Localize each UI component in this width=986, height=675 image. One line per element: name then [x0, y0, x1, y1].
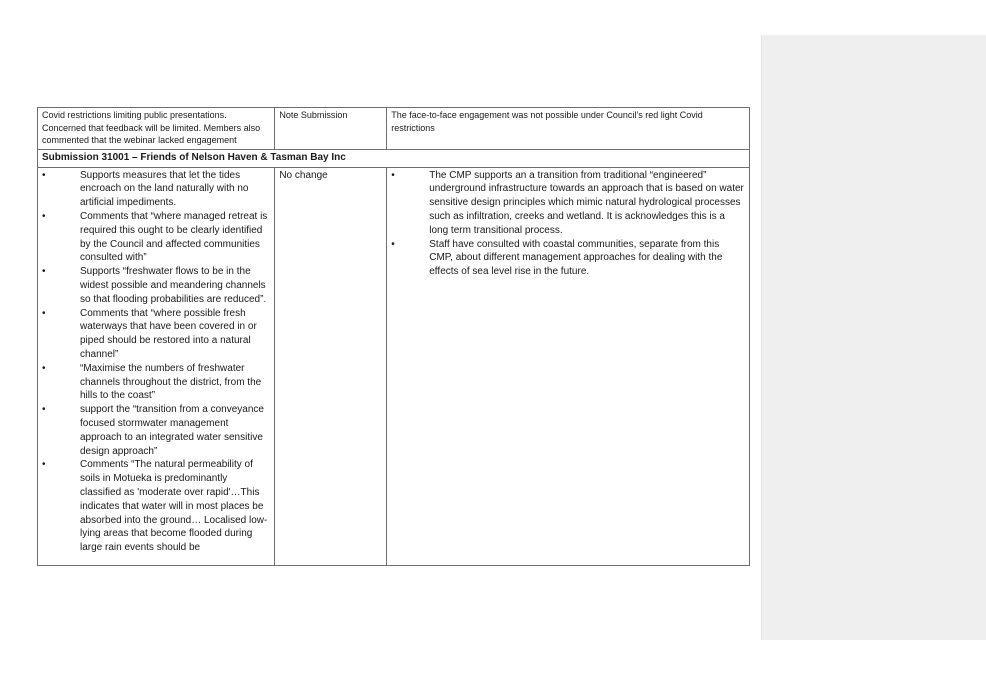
list-item: • The CMP supports an a transition from traditional “engineered” underground infrastructure towards an approach that is based on water sensitive design principles which mimic natural hydrological processes such as infiltration, creeks and wetland. It is acknowledges this is a long term transitional process.	[391, 169, 744, 236]
bullet-icon: •	[42, 210, 46, 222]
response-cell: The face-to-face engagement was not possible under Council’s red light Covid restrictions	[387, 108, 750, 150]
submission-points-list	[42, 169, 270, 555]
list-item: • Comments that “where managed retreat is required this ought to be clearly identified by the Council and affected communities consulted with”	[42, 210, 268, 264]
bullet-icon: •	[42, 307, 46, 319]
table-row	[38, 108, 750, 150]
list-item: • Comments that “where possible fresh waterways that have been covered in or piped should be restored into a natural channel”	[42, 307, 257, 360]
list-item: • Staff have consulted with coastal communities, separate from this CMP, about different management approaches for dealing with the effects of sea level rise in the future.	[391, 238, 723, 278]
response-points-list	[391, 169, 745, 279]
bullet-icon: •	[42, 362, 46, 374]
submissions-table	[37, 107, 750, 566]
list-item: • support the “transition from a conveyance focused stormwater management approach to an integrated water sensitive design approach”	[42, 404, 264, 457]
decision-cell: Note Submission	[275, 108, 387, 150]
section-header-row	[38, 149, 750, 167]
submission-header: Submission 31001 – Friends of Nelson Haven & Tasman Bay Inc	[38, 149, 750, 167]
bullet-icon: •	[391, 169, 395, 181]
bullet-icon: •	[42, 459, 46, 471]
bullet-icon: •	[42, 404, 46, 416]
table-row	[38, 167, 750, 565]
submission-points-cell	[38, 167, 275, 565]
list-item: • “Maximise the numbers of freshwater channels throughout the district, from the hills to the coast”	[42, 362, 262, 402]
decision-cell: No change	[275, 167, 387, 565]
bullet-icon: •	[391, 238, 395, 250]
list-item: • Comments “The natural permeability of soils in Motueka is predominantly classified as 'moderate over rapid'…This indicates that water will in most places be absorbed into the ground… Localised low-lying areas that become flooded during large rain events should be	[42, 459, 268, 554]
bullet-icon: •	[42, 169, 46, 181]
submission-cell: Covid restrictions limiting public presentations. Concerned that feedback will be limited. Members also commented that the webinar lacked engagement	[38, 108, 275, 150]
list-item: • Supports measures that let the tides encroach on the land naturally with no artificial impediments.	[42, 169, 249, 209]
bullet-icon: •	[42, 266, 46, 278]
list-item: • Supports “freshwater flows to be in the widest possible and meandering channels so that flooding probabilities are reduced”.	[42, 266, 267, 305]
comment-margin-pane	[761, 35, 986, 640]
response-points-cell	[387, 167, 750, 565]
